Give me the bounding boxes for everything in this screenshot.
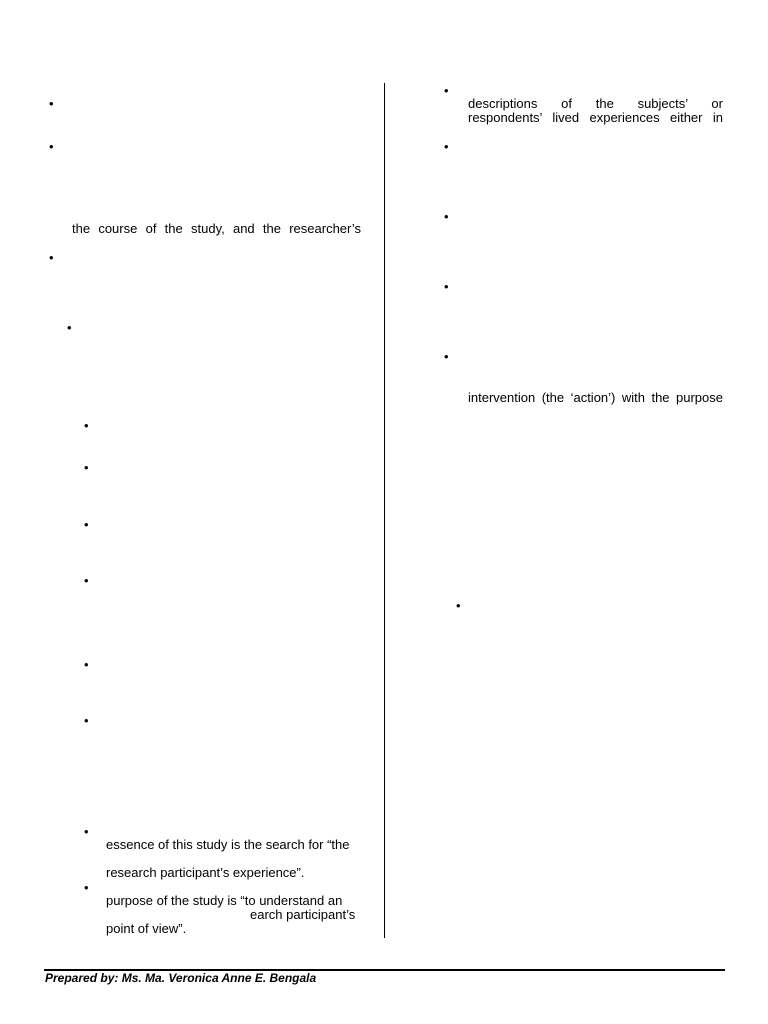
body-text-line: the course of the study, and the researcher’s — [72, 221, 361, 236]
bullet-marker: • — [444, 139, 449, 154]
bullet-marker: • — [444, 209, 449, 224]
bullet-marker: • — [84, 418, 89, 433]
bullet-marker: • — [84, 573, 89, 588]
bullet-marker: • — [84, 880, 89, 895]
bullet-marker: • — [49, 250, 54, 265]
body-text-line: earch participant’s — [250, 907, 356, 922]
bullet-marker: • — [444, 83, 449, 98]
bullet-marker: • — [84, 517, 89, 532]
body-text-line: purpose of the study is “to understand an — [106, 893, 343, 908]
bullet-marker: • — [444, 349, 449, 364]
bullet-marker: • — [84, 824, 89, 839]
bullet-marker: • — [49, 96, 54, 111]
bullet-marker: • — [84, 713, 89, 728]
bullet-marker: • — [84, 657, 89, 672]
bullet-marker: • — [67, 320, 72, 335]
body-text-line: point of view”. — [106, 921, 187, 936]
bullet-marker: • — [49, 139, 54, 154]
bullet-marker: • — [444, 279, 449, 294]
footer-prepared-by: Prepared by: Ms. Ma. Veronica Anne E. Bengala — [45, 971, 317, 985]
column-divider — [384, 83, 385, 938]
body-text-line: intervention (the ‘action’) with the purpose — [468, 390, 723, 405]
body-text-line: respondents’ lived experiences either in — [468, 110, 723, 125]
body-text-line: descriptions of the subjects’ or — [468, 96, 723, 111]
bullet-marker: • — [84, 460, 89, 475]
body-text-line: essence of this study is the search for “the — [106, 837, 350, 852]
bullet-marker: • — [456, 598, 461, 613]
body-text-line: research participant’s experience”. — [106, 865, 305, 880]
